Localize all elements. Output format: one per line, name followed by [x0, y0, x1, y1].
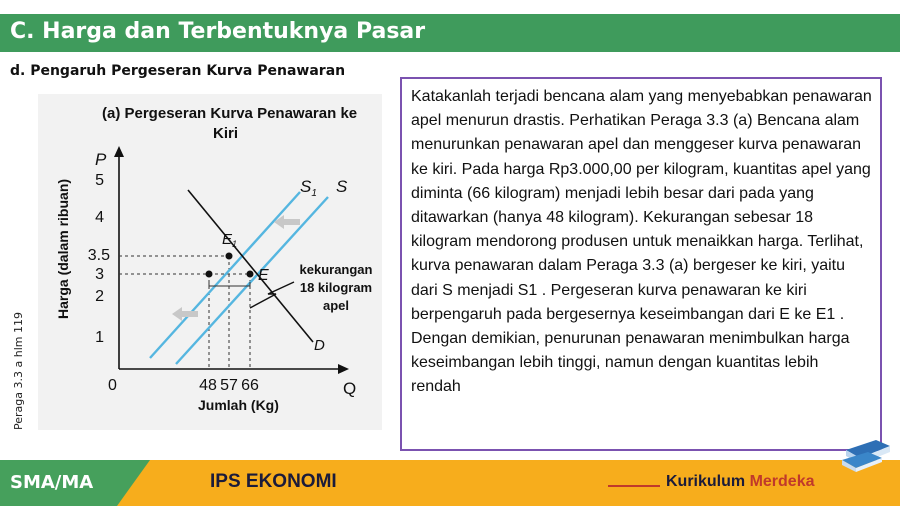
y-tick-3-5: 3.5: [87, 247, 110, 264]
x-tick-48: 48: [199, 377, 217, 394]
point-e: [247, 271, 254, 278]
footer-bar: [0, 460, 900, 506]
curve-s-label: S: [336, 177, 348, 196]
top-strip: [0, 0, 900, 14]
footer-curriculum: Kurikulum Merdeka: [666, 473, 815, 490]
supply-curve-s1: [150, 192, 300, 358]
explanation-paragraph-2: Dengan demikian, penurunan penawaran menimbulkan harga keseimbangan lebih tinggi, namun dengan kuantitas lebih rendah: [411, 330, 850, 396]
y-tick-2: 2: [95, 288, 104, 305]
y-axis-label: Harga (dalam ribuan): [55, 178, 71, 319]
shortage-annotation: [300, 262, 373, 313]
annotation-pointer: [250, 282, 294, 308]
curve-s1-label: $S_1$: [300, 177, 317, 199]
point-e1: [226, 253, 233, 260]
y-axis-letter: P: [95, 150, 107, 169]
title-bar: [0, 14, 900, 52]
x-axis-arrowhead: [338, 364, 349, 374]
annotation-line3: apel: [322, 298, 350, 313]
page-title: C. Harga dan Terbentuknya Pasar: [10, 19, 426, 44]
y-tick-4: 4: [95, 209, 104, 226]
footer-accent-line: [608, 485, 660, 487]
explanation-textbox: [400, 77, 882, 451]
figure-title-line1: (a) Pergeseran Kurva Penawaran ke: [102, 105, 358, 122]
curve-d-label: D: [314, 337, 325, 354]
footer-subject: IPS EKONOMI: [210, 471, 337, 492]
books-icon: [838, 432, 892, 472]
annotation-line1: kekurangan: [299, 262, 373, 277]
y-tick-3: 3: [95, 266, 104, 283]
footer-level: SMA/MA: [10, 472, 94, 493]
x-axis-label: Jumlah (Kg): [198, 397, 279, 413]
section-subtitle: d. Pengaruh Pergeseran Kurva Penawaran: [10, 63, 346, 79]
annotation-line2: 18 kilogram: [299, 280, 373, 295]
x-axis-letter: Q: [343, 379, 357, 398]
explanation-paragraph-1: Katakanlah terjadi bencana alam yang menyebabkan penawaran apel menurun drastis. Perhatikan Peraga 3.3 (a) Bencana alam menurunkan penawaran apel dan menggeser kurva penawaran ke kiri. Pada harga Rp3.000,00 per kilogram, kuantitas apel yang diminta (66 kilogram) menjadi lebih besar dari pada yang ditawarkan (hanya 48 kilogram). Kekurangan sebesar 18 kilogram mendorong produsen untuk menaikkan harga. Terlihat, kurva penawaran dalam Peraga 3.3 (a) bergeser ke kiri, yaitu dari S menjadi S1 . Pergeseran kurva penawaran ke kiri berpengaruh pada bergesernya keseimbangan dari E ke E1 .: [411, 88, 872, 323]
demand-curve-d: [188, 190, 313, 342]
point-qs-48: [206, 271, 213, 278]
figure-title-line2: Kiri: [213, 125, 239, 142]
x-tick-66: 66: [241, 377, 259, 394]
point-e1-label: $E_1$: [222, 231, 238, 249]
x-tick-57: 57: [220, 377, 238, 394]
origin-label: 0: [108, 377, 117, 394]
x-ticks: [199, 377, 259, 394]
y-tick-1: 1: [95, 329, 104, 346]
y-ticks: [88, 172, 110, 346]
supply-shift-figure: [38, 94, 382, 430]
y-tick-5: 5: [95, 172, 104, 189]
y-axis-arrowhead: [114, 146, 124, 157]
point-e-label: E: [258, 267, 269, 284]
figure-side-caption: Peraga 3.3 a hlm 119: [12, 312, 25, 430]
